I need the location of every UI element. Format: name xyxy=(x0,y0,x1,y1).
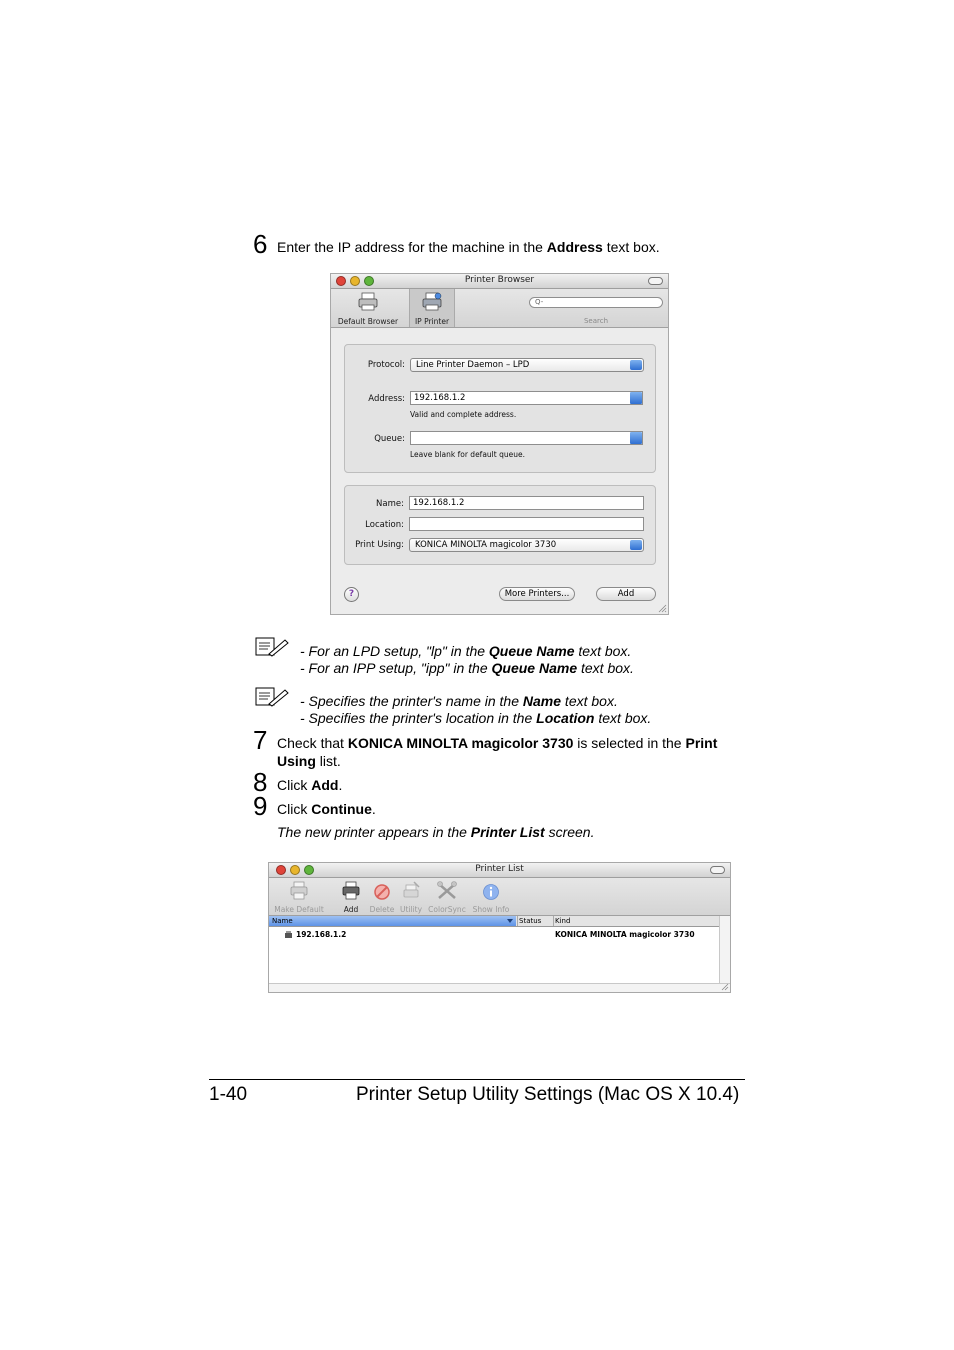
toolbar-toggle-button[interactable] xyxy=(648,277,663,285)
ip-printer-button[interactable] xyxy=(409,289,455,327)
note1-line2-bold: Queue Name xyxy=(491,660,578,676)
step7-text: Check that xyxy=(277,735,348,751)
print-using-popup[interactable] xyxy=(409,538,644,552)
ip-printer-icon xyxy=(421,292,443,312)
step-number-6: 6 xyxy=(253,229,268,259)
sort-arrow-icon xyxy=(507,918,513,924)
note1-line2-end: text box. xyxy=(577,660,634,676)
name-input[interactable] xyxy=(409,496,644,510)
note1-line1-text: - For an LPD setup, "lp" in the xyxy=(300,643,489,659)
step6-instruction xyxy=(277,238,660,256)
print-using-label: Print Using: xyxy=(355,540,404,550)
step7-bold-model: KONICA MINOLTA magicolor 3730 xyxy=(347,735,574,751)
default-browser-label: Default Browser xyxy=(337,317,399,326)
add-printer-icon xyxy=(341,881,361,901)
step7-text-mid: is selected in the xyxy=(573,735,686,751)
protocol-label: Protocol: xyxy=(367,360,405,370)
step8-instruction xyxy=(277,776,342,794)
table-row[interactable] xyxy=(269,929,719,941)
make-default-icon xyxy=(289,881,309,901)
column-header-kind[interactable]: Kind xyxy=(553,916,721,926)
step9-text-end: . xyxy=(371,801,376,817)
ip-printer-label: IP Printer xyxy=(414,317,450,326)
note2-line1 xyxy=(300,693,618,710)
printer-list-titlebar xyxy=(269,863,730,878)
resize-grip-icon[interactable] xyxy=(721,983,729,991)
page-number: 1-40 xyxy=(209,1084,248,1105)
step7-bold-using: Using xyxy=(277,753,316,769)
note2-line2-end: text box. xyxy=(594,710,652,726)
delete-button[interactable] xyxy=(367,878,397,915)
note2-line1-text: - Specifies the printer's name in the xyxy=(300,693,523,709)
step6-text: Enter the IP address for the machine in the xyxy=(277,239,547,255)
horizontal-scrollbar[interactable] xyxy=(269,983,730,993)
colorsync-icon xyxy=(436,881,458,901)
address-history-dropdown[interactable] xyxy=(630,392,642,404)
step7-instruction xyxy=(277,734,747,770)
address-input[interactable] xyxy=(410,391,643,405)
search-input[interactable] xyxy=(529,297,663,308)
protocol-popup[interactable] xyxy=(410,358,644,372)
step8-text: Click xyxy=(277,777,312,793)
printer-browser-titlebar xyxy=(331,274,668,289)
note1-line1 xyxy=(300,643,631,660)
note1-line2-text: - For an IPP setup, "ipp" in the xyxy=(300,660,492,676)
add-printer-label: Add xyxy=(343,905,359,914)
note1-line1-bold: Queue Name xyxy=(488,643,575,659)
queue-input[interactable] xyxy=(410,431,643,445)
result-text-start: The new printer appears in the xyxy=(277,824,471,840)
step-number-8: 8 xyxy=(253,767,268,797)
name-label: Name: xyxy=(376,499,404,509)
info-icon xyxy=(482,883,500,901)
print-using-value: KONICA MINOLTA magicolor 3730 xyxy=(415,540,557,550)
utility-button[interactable] xyxy=(397,878,425,915)
utility-label: Utility xyxy=(399,905,423,914)
step6-bold: Address xyxy=(546,239,603,255)
step7-bold-print: Print xyxy=(685,735,718,751)
printer-list-toolbar xyxy=(269,878,730,916)
queue-label: Queue: xyxy=(374,434,405,444)
address-hint: Valid and complete address. xyxy=(410,410,517,419)
resize-grip-icon[interactable] xyxy=(658,604,667,613)
result-text-end: screen. xyxy=(544,824,595,840)
name-value: 192.168.1.2 xyxy=(413,498,465,508)
footer-rule xyxy=(209,1079,745,1080)
address-value: 192.168.1.2 xyxy=(414,393,466,403)
popup-arrows-icon xyxy=(630,360,642,370)
note2-line2-text: - Specifies the printer's location in the xyxy=(300,710,537,726)
table-header xyxy=(269,916,719,927)
popup-arrows-icon xyxy=(630,540,642,550)
connection-settings-group xyxy=(344,344,656,473)
note1-line1-end: text box. xyxy=(574,643,632,659)
printer-browser-toolbar xyxy=(331,289,668,328)
step9-bold: Continue xyxy=(311,801,372,817)
location-label: Location: xyxy=(365,520,404,530)
window-title: Printer Browser xyxy=(464,275,535,285)
help-button[interactable]: ? xyxy=(344,587,359,602)
show-info-button[interactable] xyxy=(471,878,511,915)
toolbar-toggle-button[interactable] xyxy=(710,866,725,874)
printer-icon xyxy=(357,292,379,312)
step8-bold: Add xyxy=(311,777,339,793)
make-default-label: Make Default xyxy=(274,905,324,914)
printer-info-group xyxy=(344,485,656,565)
column-header-name[interactable]: Name xyxy=(269,916,516,926)
colorsync-button[interactable] xyxy=(427,878,467,915)
window-title: Printer List xyxy=(475,864,524,874)
show-info-label: Show Info xyxy=(472,905,510,914)
step9-instruction xyxy=(277,800,376,818)
note2-line1-bold: Name xyxy=(522,693,562,709)
printer-icon xyxy=(284,931,293,939)
step6-text-end: text box. xyxy=(602,239,660,255)
note2-line2 xyxy=(300,710,651,727)
step9-text: Click xyxy=(277,801,312,817)
printer-list-window xyxy=(268,862,731,993)
note2-line1-end: text box. xyxy=(561,693,618,709)
vertical-scrollbar[interactable] xyxy=(719,916,731,983)
printer-browser-window xyxy=(330,273,669,615)
step7-text-end: list. xyxy=(315,753,341,769)
add-button[interactable]: Add xyxy=(596,587,656,601)
step-number-7: 7 xyxy=(253,725,268,755)
note2-line2-bold: Location xyxy=(536,710,595,726)
utility-icon xyxy=(401,881,421,901)
delete-label: Delete xyxy=(369,905,395,914)
add-printer-button[interactable] xyxy=(337,878,365,915)
row-kind: KONICA MINOLTA magicolor 3730 xyxy=(555,930,695,939)
section-title: Printer Setup Utility Settings (Mac OS X 10.4) xyxy=(356,1084,740,1105)
queue-history-dropdown[interactable] xyxy=(630,432,642,444)
search-icon: Q- xyxy=(535,298,544,306)
column-header-status[interactable]: Status xyxy=(517,916,555,926)
address-label: Address: xyxy=(368,394,405,404)
delete-icon xyxy=(373,883,391,901)
result-bold: Printer List xyxy=(470,824,545,840)
queue-hint: Leave blank for default queue. xyxy=(410,450,525,459)
make-default-button[interactable] xyxy=(271,878,327,915)
more-printers-button[interactable]: More Printers... xyxy=(499,587,575,601)
note-icon xyxy=(255,636,289,658)
search-label: Search xyxy=(583,317,609,325)
protocol-value: Line Printer Daemon – LPD xyxy=(416,360,530,370)
step-number-9: 9 xyxy=(253,791,268,821)
location-input[interactable] xyxy=(409,517,644,531)
colorsync-label: ColorSync xyxy=(428,905,466,914)
step8-text-end: . xyxy=(338,777,343,793)
row-name: 192.168.1.2 xyxy=(296,930,347,939)
note-icon xyxy=(255,686,289,708)
result-text xyxy=(277,824,595,841)
default-browser-button[interactable] xyxy=(333,289,403,327)
printer-table xyxy=(269,916,719,983)
note1-line2 xyxy=(300,660,634,677)
